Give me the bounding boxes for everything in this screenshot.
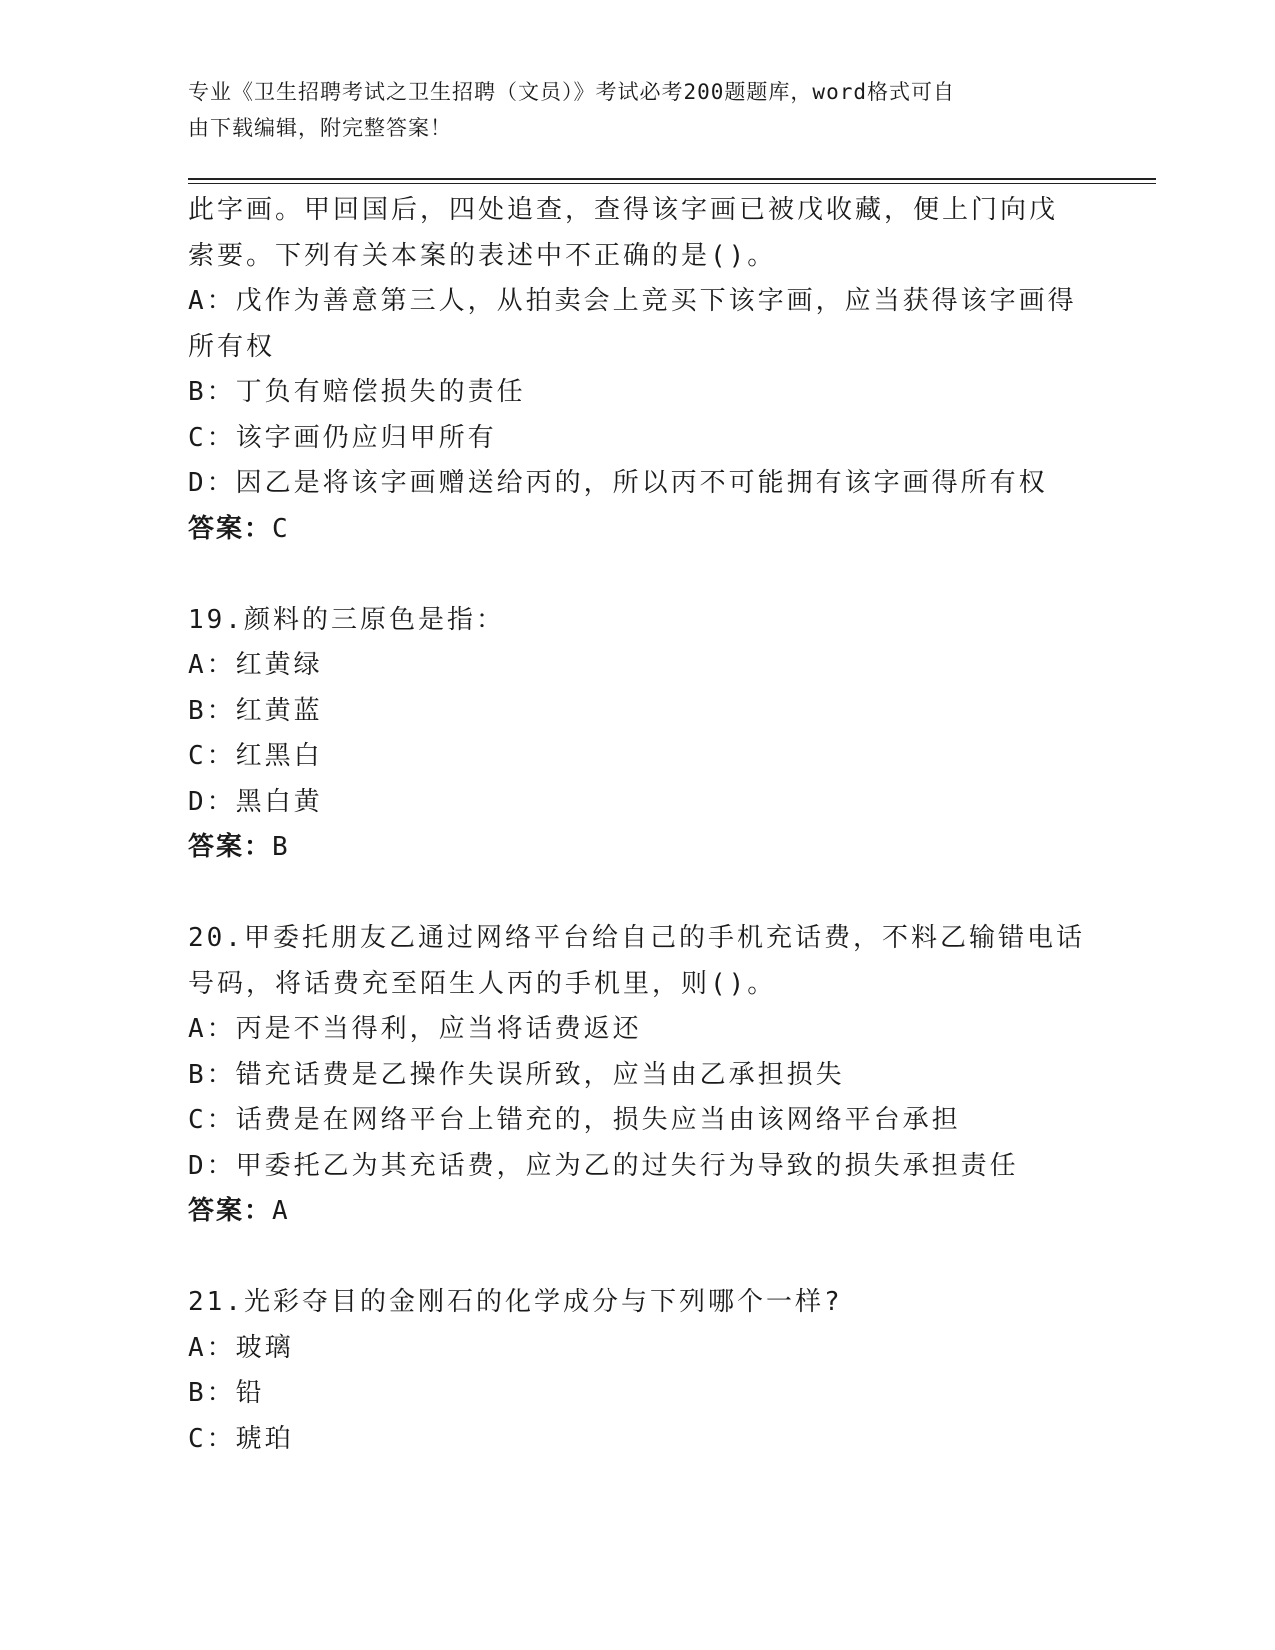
question-list — [188, 188, 1088, 1462]
question-20 — [188, 916, 1088, 1235]
answer-value: A — [272, 1196, 290, 1226]
question-stem-continued: 号码，将话费充至陌生人丙的手机里，则()。 — [188, 968, 777, 999]
option-d: D：甲委托乙为其充话费，应为乙的过失行为导致的损失承担责任 — [188, 1150, 1019, 1181]
answer-line — [188, 1189, 1088, 1235]
option-d: D：因乙是将该字画赠送给丙的，所以丙不可能拥有该字画得所有权 — [188, 468, 1048, 498]
option-b: B：丁负有赔偿损失的责任 — [188, 377, 526, 407]
header-line-1: 专业《卫生招聘考试之卫生招聘（文员）》考试必考200题题库，word格式可自 — [188, 80, 955, 104]
question-19 — [188, 598, 1088, 871]
option-c: C：琥珀 — [188, 1423, 294, 1454]
answer-line — [188, 507, 1088, 553]
option-c: C：话费是在网络平台上错充的，损失应当由该网络平台承担 — [188, 1105, 961, 1135]
option-b: B：铅 — [188, 1378, 265, 1408]
header-line-2: 由下载编辑，附完整答案！ — [188, 116, 452, 140]
question-21 — [188, 1280, 1088, 1462]
question-stem: 19.颜料的三原色是指： — [188, 604, 505, 635]
answer-label: 答案： — [188, 513, 273, 544]
option-a: A：红黄绿 — [188, 650, 323, 680]
question-stem-continued: 索要。下列有关本案的表述中不正确的是()。 — [188, 240, 777, 271]
question-stem: 20.甲委托朋友乙通过网络平台给自己的手机充话费，不料乙输错电话 — [188, 923, 1085, 953]
option-a: A：丙是不当得利，应当将话费返还 — [188, 1014, 642, 1044]
option-c: C：该字画仍应归甲所有 — [188, 422, 497, 453]
answer-line — [188, 825, 1088, 871]
header-divider-thin — [188, 183, 1156, 184]
answer-label: 答案： — [188, 832, 273, 862]
question-stem-continued: 此字画。甲回国后，四处追查，查得该字画已被戊收藏，便上门向戊 — [188, 195, 1059, 225]
option-c: C：红黑白 — [188, 741, 323, 771]
option-a: A：玻璃 — [188, 1332, 294, 1363]
header-divider-thick — [188, 178, 1156, 180]
answer-value: B — [272, 832, 290, 862]
question-18 — [188, 188, 1088, 552]
option-b: B：红黄蓝 — [188, 695, 323, 726]
option-d: D：黑白黄 — [188, 786, 323, 817]
answer-value: C — [272, 513, 290, 544]
option-a-continued: 所有权 — [188, 331, 276, 362]
document-header — [188, 74, 1088, 146]
option-a: A：戊作为善意第三人，从拍卖会上竞买下该字画，应当获得该字画得 — [188, 286, 1077, 316]
question-stem: 21.光彩夺目的金刚石的化学成分与下列哪个一样? — [188, 1287, 843, 1317]
option-b: B：错充话费是乙操作失误所致，应当由乙承担损失 — [188, 1059, 845, 1090]
answer-label: 答案： — [188, 1196, 273, 1226]
